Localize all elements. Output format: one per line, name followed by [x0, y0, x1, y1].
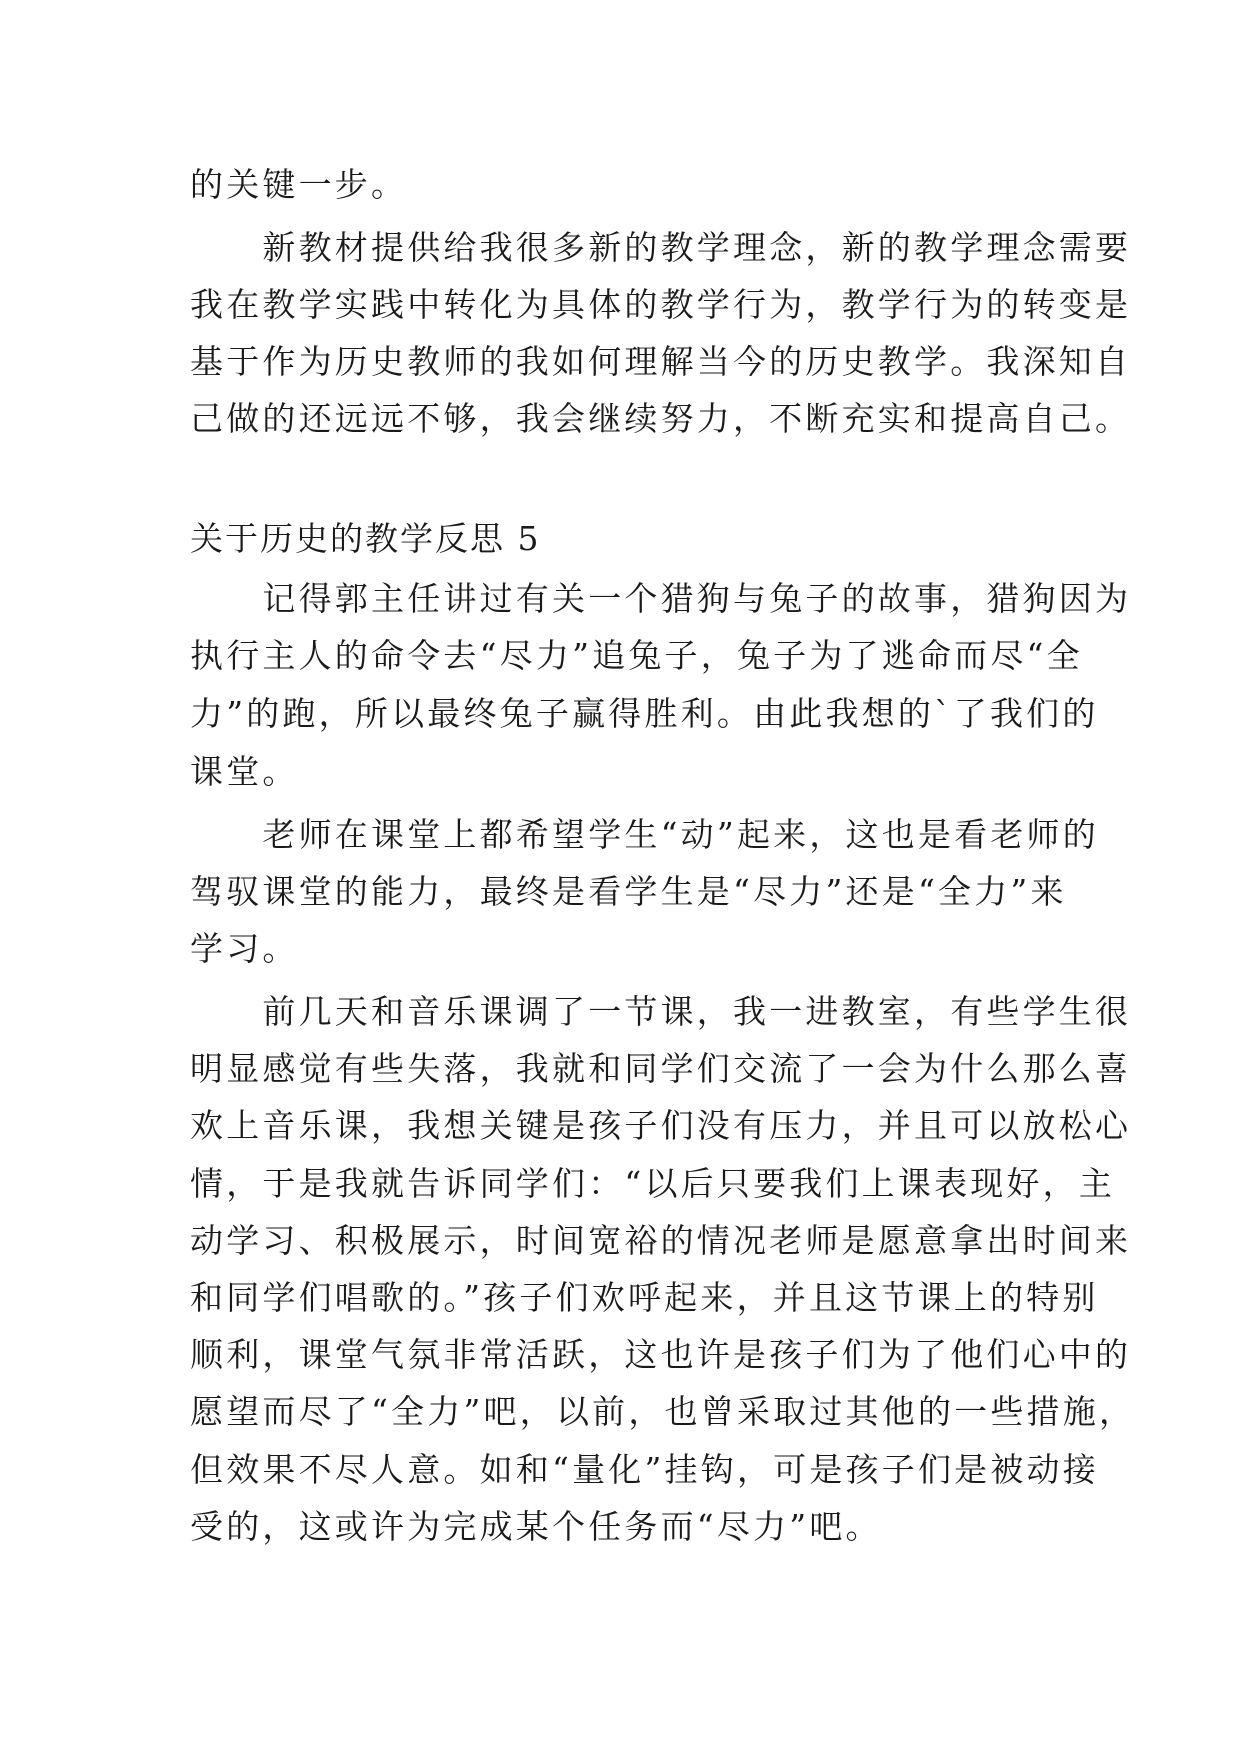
paragraph-line: 学习。	[190, 929, 299, 968]
paragraph-line: 愿望而尽了“全力”吧，以前，也曾采取过其他的一些措施，	[190, 1392, 1136, 1431]
paragraph-line: 执行主人的命令去“尽力”追兔子，兔子为了逃命而尽“全	[190, 636, 1083, 675]
paragraph-line: 明显感觉有些失落，我就和同学们交流了一会为什么那么喜	[190, 1049, 1132, 1088]
paragraph-line: 情，于是我就告诉同学们：“以后只要我们上课表现好，主	[190, 1164, 1116, 1203]
paragraph-line: 的关键一步。	[190, 165, 408, 204]
paragraph-line: 老师在课堂上都希望学生“动”起来，这也是看老师的	[190, 815, 1099, 854]
paragraph-line: 力”的跑，所以最终兔子赢得胜利。由此我想的`了我们的	[190, 694, 1099, 733]
paragraph-line: 受的，这或许为完成某个任务而“尽力”吧。	[190, 1507, 882, 1546]
paragraph-line: 动学习、积极展示，时间宽裕的情况老师是愿意拿出时间来	[190, 1221, 1132, 1260]
section-heading: 关于历史的教学反思 5	[190, 519, 541, 558]
paragraph-line: 顺利，课堂气氛非常活跃，这也许是孩子们为了他们心中的	[190, 1335, 1132, 1374]
paragraph-line: 前几天和音乐课调了一节课，我一进教室，有些学生很	[190, 992, 1132, 1031]
paragraph-line: 新教材提供给我很多新的教学理念，新的教学理念需要	[190, 228, 1132, 267]
paragraph-line: 我在教学实践中转化为具体的教学行为，教学行为的转变是	[190, 285, 1132, 324]
paragraph-line: 驾驭课堂的能力，最终是看学生是“尽力”还是“全力”来	[190, 872, 1067, 911]
paragraph-line: 记得郭主任讲过有关一个猎狗与兔子的故事，猎狗因为	[190, 579, 1132, 618]
paragraph-line: 己做的还远远不够，我会继续努力，不断充实和提高自己。	[190, 399, 1132, 438]
paragraph-line: 基于作为历史教师的我如何理解当今的历史教学。我深知自	[190, 342, 1132, 381]
paragraph-line: 课堂。	[190, 752, 299, 791]
paragraph-line: 和同学们唱歌的。”孩子们欢呼起来，并且这节课上的特别	[190, 1278, 1099, 1317]
paragraph-line: 欢上音乐课，我想关键是孩子们没有压力，并且可以放松心	[190, 1106, 1132, 1145]
paragraph-line: 但效果不尽人意。如和“量化”挂钩，可是孩子们是被动接	[190, 1450, 1099, 1489]
